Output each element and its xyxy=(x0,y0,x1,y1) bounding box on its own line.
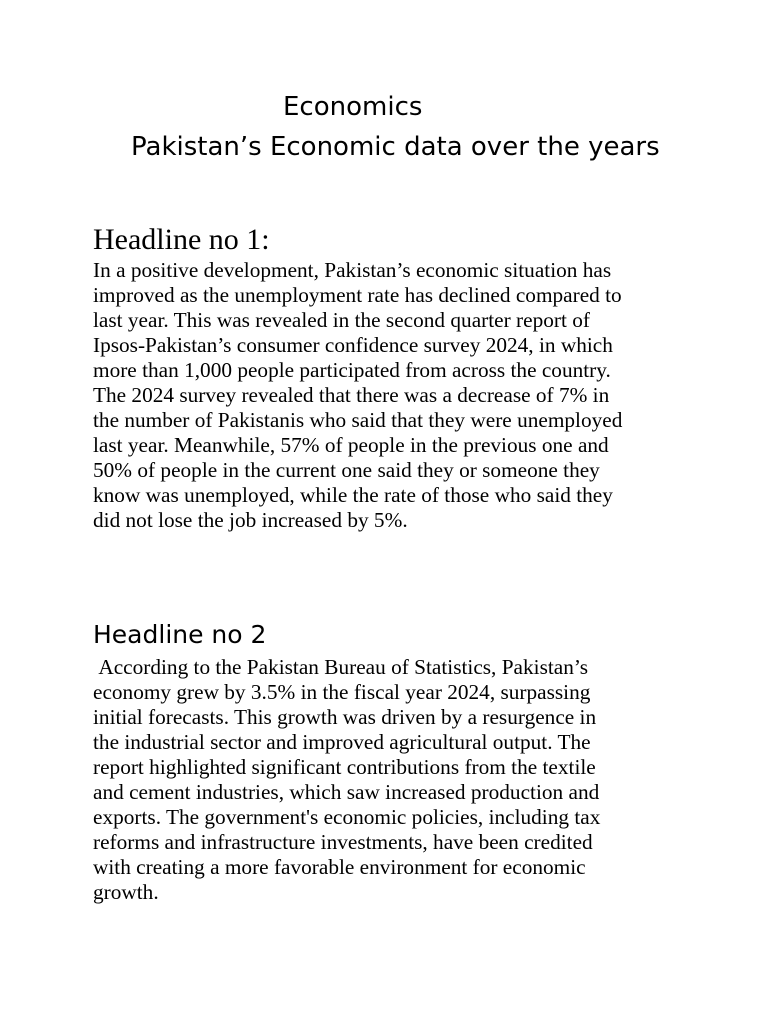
headline-2: Headline no 2 xyxy=(93,620,267,649)
subject-title: Economics xyxy=(283,92,423,122)
article-2-body: According to the Pakistan Bureau of Statistics, Pakistan’s economy grew by 3.5% in the fiscal year 2024, surpassing initial forecasts. This growth was driven by a resurgence in the industrial sector and improved agricultural output. The report highlighted significant contributions from the textile and cement industries, which saw increased production and exports. The government's economic policies, including tax reforms and infrastructure investments, have been credited with creating a more favorable environment for economic growth. xyxy=(93,655,601,904)
document-title: Pakistan’s Economic data over the years xyxy=(131,132,660,162)
article-1-body: In a positive development, Pakistan’s economic situation has improved as the unemployment rate has declined compared to last year. This was revealed in the second quarter report of Ipsos-Pakistan’s consumer confidence survey 2024, in which more than 1,000 people participated from across the country. The 2024 survey revealed that there was a decrease of 7% in the number of Pakistanis who said that they were unemployed last year. Meanwhile, 57% of people in the previous one and 50% of people in the current one said they or someone they know was unemployed, while the rate of those who said they did not lose the job increased by 5%. xyxy=(93,258,623,532)
headline-1: Headline no 1: xyxy=(93,223,270,256)
